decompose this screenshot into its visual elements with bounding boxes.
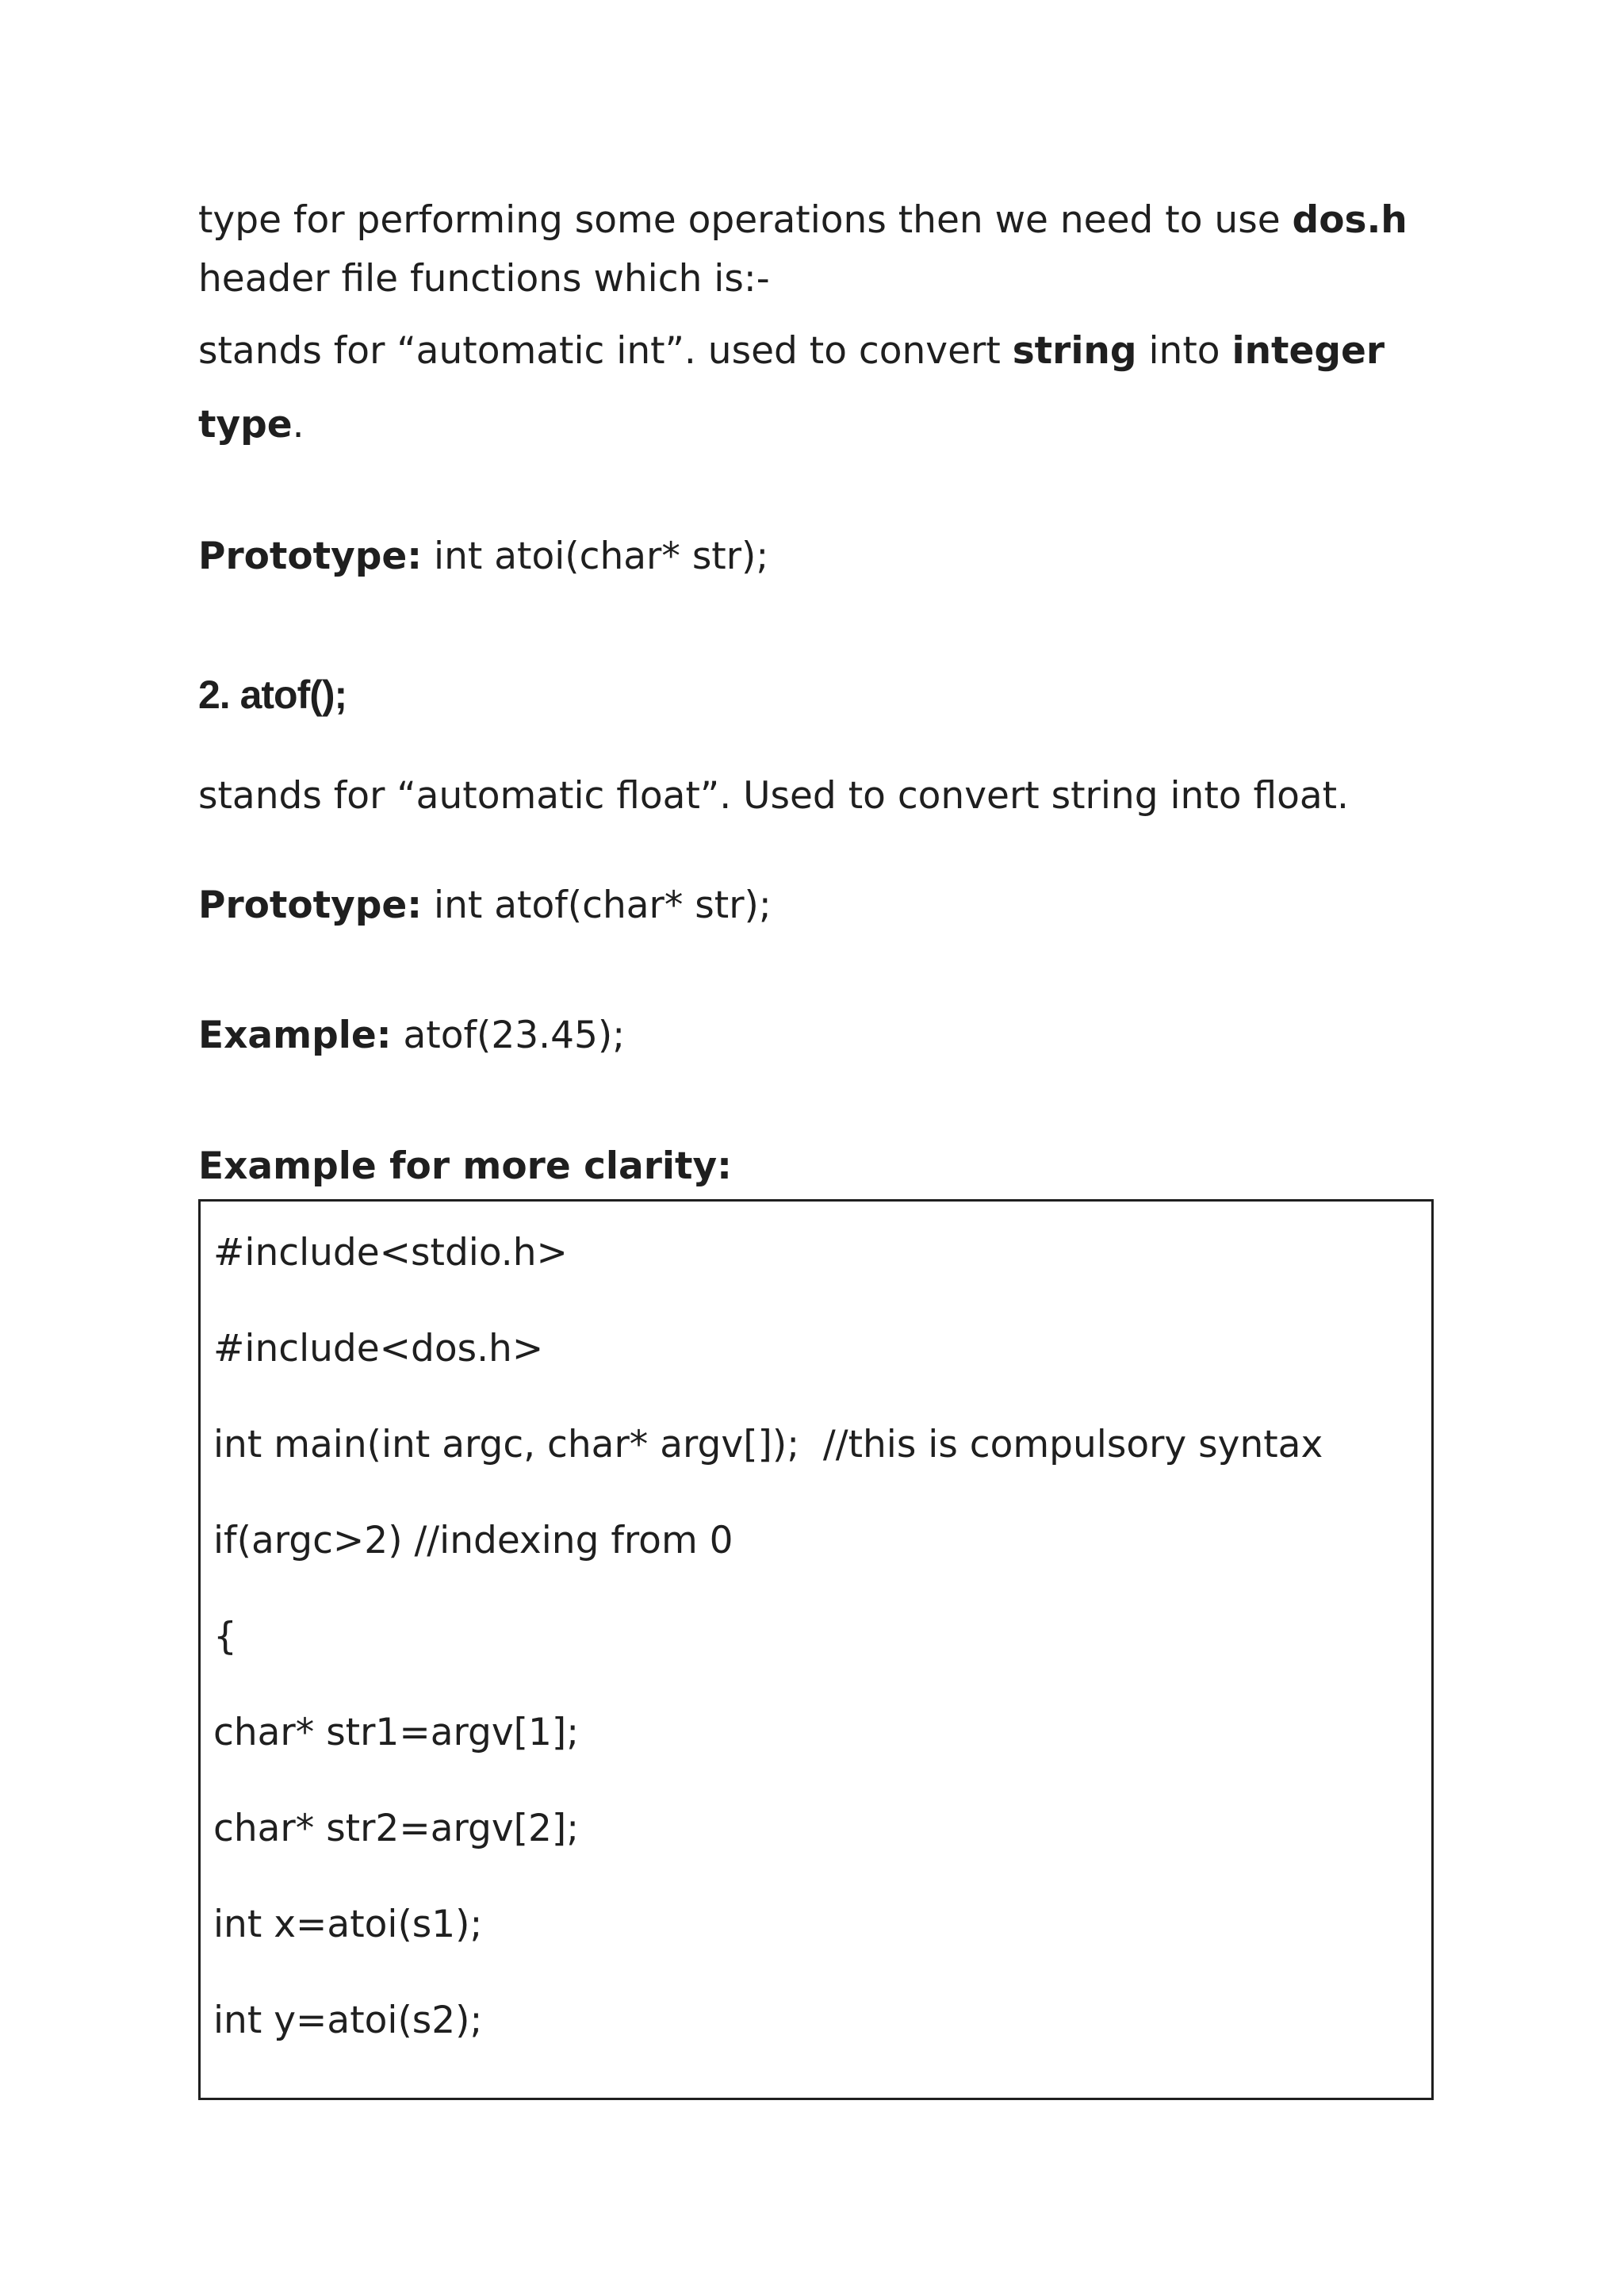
intro-text: type for performing some operations then we need to use <box>198 198 1293 242</box>
prototype-value: int atof(char* str); <box>422 884 772 927</box>
prototype-value: int atoi(char* str); <box>422 535 769 578</box>
type-term: type <box>198 403 293 447</box>
code-line: char* str1=argv[1]; <box>213 1711 580 1754</box>
atoi-description-line-2 <box>198 403 304 447</box>
prototype-label: Prototype: <box>198 884 423 927</box>
code-line: { <box>213 1615 237 1658</box>
dos-h-term: dos.h <box>1292 198 1408 242</box>
code-line: int main(int argc, char* argv[]); //this is compulsory syntax <box>213 1423 1323 1466</box>
example-label: Example: <box>198 1014 392 1057</box>
code-line: char* str2=argv[2]; <box>213 1807 580 1850</box>
period: . <box>292 403 304 447</box>
description-text: stands for “automatic int”. used to convert <box>198 329 1013 373</box>
code-line: #include<dos.h> <box>213 1327 544 1370</box>
atof-example <box>198 1014 625 1058</box>
atof-description: stands for “automatic float”. Used to convert string into float. <box>198 774 1349 818</box>
clarity-heading: Example for more clarity: <box>198 1144 732 1188</box>
atof-heading: 2. atof(); <box>198 673 347 717</box>
atof-prototype <box>198 884 772 928</box>
code-line: #include<stdio.h> <box>213 1231 568 1274</box>
intro-text: header file functions which is:- <box>198 257 770 301</box>
integer-term: integer <box>1231 329 1385 373</box>
code-line: if(argc>2) //indexing from 0 <box>213 1519 733 1562</box>
intro-line-1 <box>198 198 1408 243</box>
atoi-prototype <box>198 535 768 579</box>
example-value: atof(23.45); <box>391 1014 626 1057</box>
prototype-label: Prototype: <box>198 535 423 578</box>
intro-line-2 <box>198 257 770 301</box>
code-line: int x=atoi(s1); <box>213 1903 483 1946</box>
string-term: string <box>1012 329 1137 373</box>
code-line: int y=atoi(s2); <box>213 1999 483 2042</box>
code-example-box <box>198 1199 1434 2100</box>
atoi-description-line-1 <box>198 329 1385 374</box>
description-text: into <box>1136 329 1232 373</box>
